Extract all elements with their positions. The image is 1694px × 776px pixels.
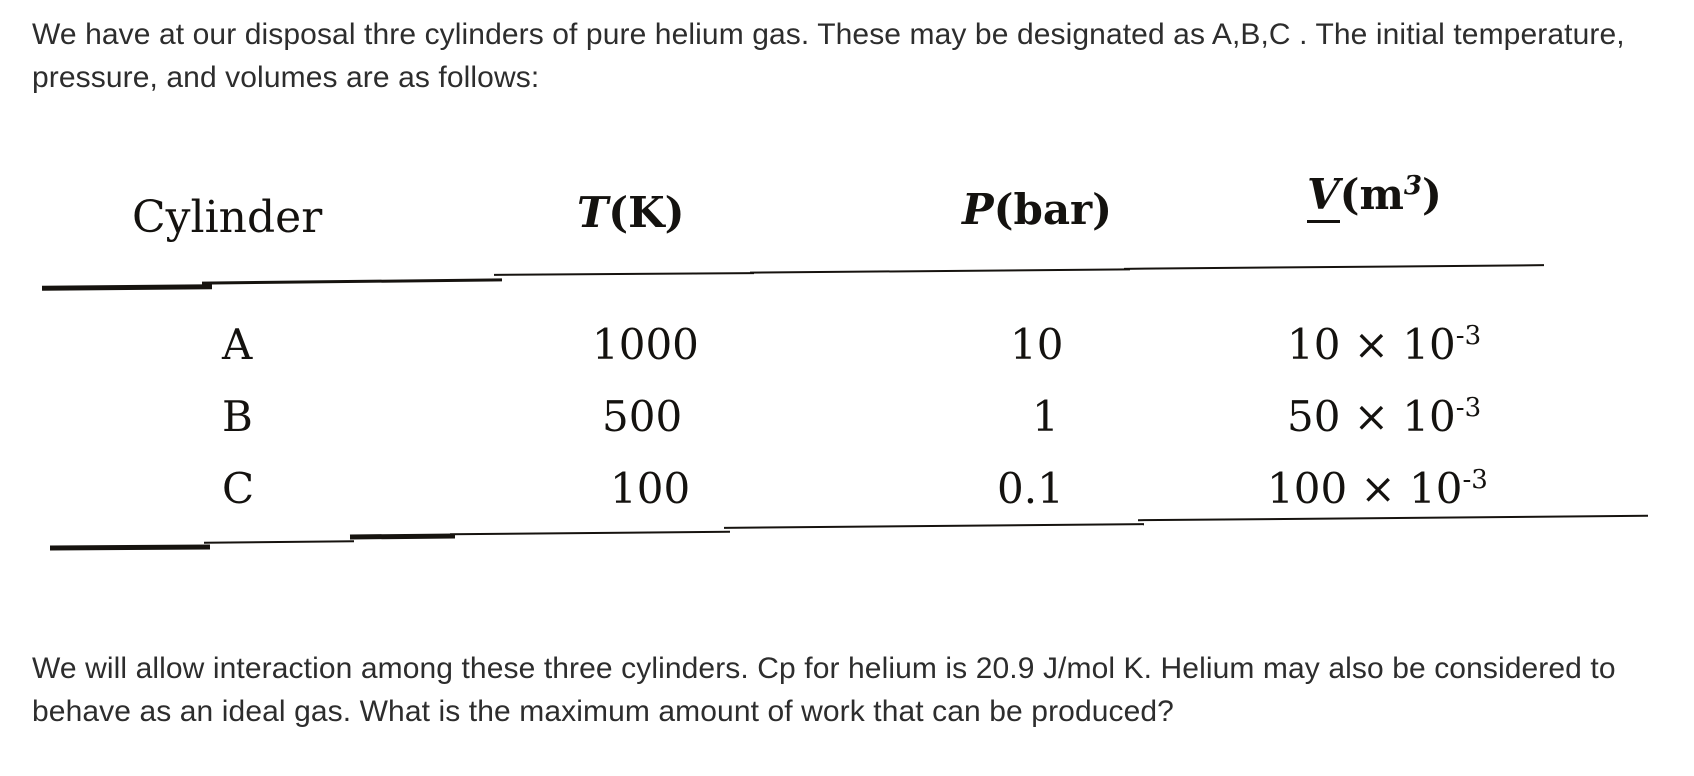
cell-volume-b-mantissa: 50 × 10 (1287, 392, 1456, 441)
table-bottom-rule-seg6 (1138, 515, 1648, 521)
cell-cylinder-a: A (222, 320, 253, 369)
cell-temperature-a: 1000 (592, 320, 699, 369)
column-header-pressure (962, 185, 1112, 234)
table-header-rule-seg4 (750, 268, 1130, 273)
volume-unit-close: ) (1422, 170, 1442, 219)
volume-unit-open: (m (1339, 170, 1404, 219)
handwritten-data-table (32, 160, 1652, 610)
table-bottom-rule-seg2 (204, 540, 354, 544)
cell-volume-a-exponent: -3 (1455, 321, 1482, 351)
cell-volume-c-mantissa: 100 × 10 (1267, 464, 1463, 513)
outro-paragraph: We will allow interaction among these three cylinders. Cp for helium is 20.9 J/mol K. Helium may also be considered to behave as an ideal gas. What is the maximum amount of work that can be produced? (32, 652, 1616, 728)
table-bottom-rule-seg4 (450, 531, 730, 535)
cell-volume-b-exponent: -3 (1455, 393, 1482, 423)
table-header-rule-seg1 (42, 284, 212, 290)
pressure-unit: (bar) (993, 185, 1113, 234)
cell-volume-c-exponent: -3 (1462, 465, 1488, 495)
cell-pressure-b: 1 (1032, 392, 1059, 441)
cell-cylinder-b: B (222, 392, 253, 441)
column-header-temperature (577, 188, 685, 237)
cell-temperature-c: 100 (610, 464, 691, 513)
table-header-rule-seg5 (1124, 264, 1544, 270)
volume-unit-exponent: 3 (1403, 171, 1423, 201)
temperature-unit: (K) (608, 188, 685, 237)
pressure-symbol: P (962, 185, 994, 234)
column-header-cylinder: Cylinder (132, 192, 323, 243)
table-header-rule-seg3 (494, 272, 754, 276)
temperature-symbol: T (577, 188, 609, 237)
cell-temperature-b: 500 (602, 392, 683, 441)
cell-pressure-a: 10 (1010, 320, 1064, 369)
intro-paragraph: We have at our disposal thre cylinders of pure helium gas. These may be designated as A,B,C . The initial temperature, pressure, and volumes are as follows: (32, 18, 1625, 94)
table-bottom-rule-seg1 (50, 544, 210, 550)
cell-volume-c (1267, 464, 1488, 513)
volume-symbol: V (1307, 170, 1340, 223)
cell-volume-a (1287, 320, 1481, 369)
cell-volume-a-mantissa: 10 × 10 (1287, 320, 1456, 369)
column-header-volume (1307, 170, 1442, 219)
cell-volume-b (1287, 392, 1481, 441)
table-header-rule-seg2 (202, 278, 502, 284)
table-bottom-rule-seg3 (350, 534, 455, 540)
cell-pressure-c: 0.1 (997, 464, 1064, 513)
cell-cylinder-c: C (222, 464, 255, 513)
table-bottom-rule-seg5 (724, 523, 1144, 529)
